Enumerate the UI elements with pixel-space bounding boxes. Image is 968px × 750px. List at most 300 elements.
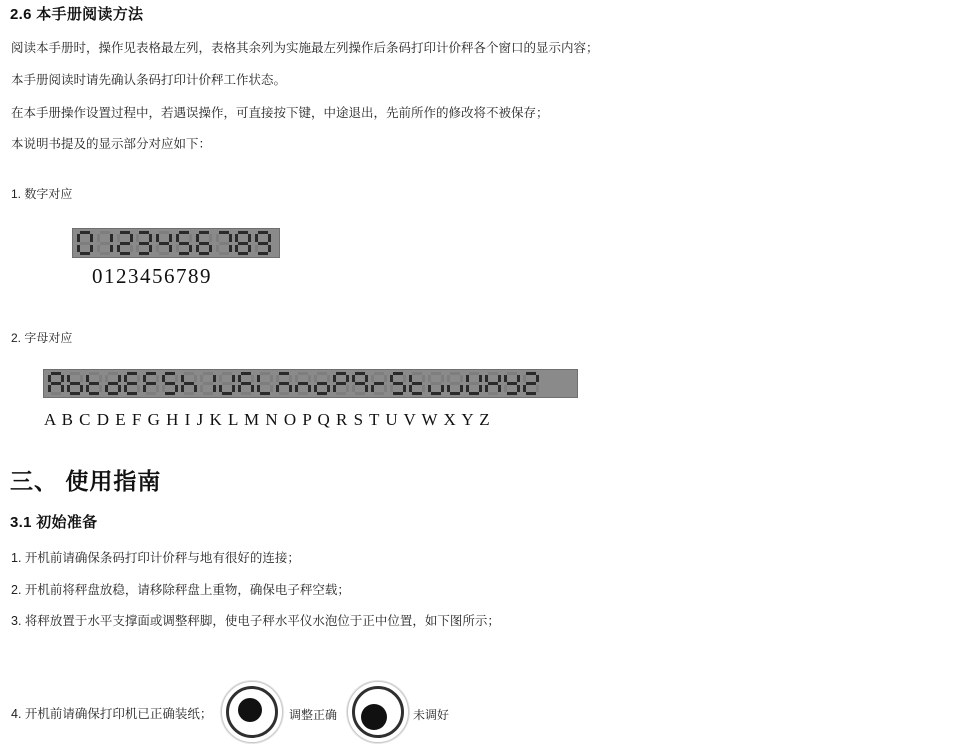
lcd-segment-g [507, 382, 517, 385]
lcd-segment-d [374, 392, 384, 395]
lcd-segment-a [179, 231, 189, 234]
lcd-segment-char [219, 372, 235, 395]
paragraph-3: 在本手册操作设置过程中，若遇误操作，可直接按下键，中途退出，先前所作的修改将不被保存； [11, 106, 549, 120]
lcd-segment-d [526, 392, 536, 395]
lcd-segment-char [276, 372, 292, 395]
lcd-segment-e [117, 245, 120, 252]
lcd-segment-g [469, 382, 479, 385]
lcd-segment-d [108, 392, 118, 395]
lcd-segment-g [89, 382, 99, 385]
lcd-segment-c [268, 245, 271, 252]
lcd-segment-char [409, 372, 425, 395]
lcd-segment-f [504, 375, 507, 382]
lcd-segment-a [355, 372, 365, 375]
lcd-segment-char [485, 372, 501, 395]
lcd-segment-char [390, 372, 406, 395]
lcd-segment-c [137, 385, 140, 392]
lcd-segment-c [498, 385, 501, 392]
lcd-segment-b [327, 375, 330, 382]
lcd-segment-e [105, 385, 108, 392]
lcd-segment-b [365, 375, 368, 382]
lcd-segment-char [255, 231, 271, 255]
bubble-level-incorrect [347, 681, 409, 743]
lcd-segment-d [393, 392, 403, 395]
lcd-segment-a [317, 372, 327, 375]
lcd-segment-g [146, 382, 156, 385]
lcd-segment-b [130, 234, 133, 242]
lcd-segment-char [67, 372, 83, 395]
bubble-level-bubble-offcenter [361, 704, 387, 730]
lcd-segment-char [333, 372, 349, 395]
lcd-segment-c [346, 385, 349, 392]
lcd-segment-a [336, 372, 346, 375]
lcd-segment-char [504, 372, 520, 395]
lcd-segment-g [374, 382, 384, 385]
lcd-segment-f [162, 375, 165, 382]
lcd-segment-d [70, 392, 80, 395]
lcd-segment-d [51, 392, 61, 395]
lcd-segment-d [238, 252, 248, 255]
lcd-segment-a [279, 372, 289, 375]
lcd-segment-a [165, 372, 175, 375]
lcd-segment-d [469, 392, 479, 395]
lcd-segment-g [159, 242, 169, 245]
lcd-segment-c [61, 385, 64, 392]
lcd-segment-char [523, 372, 539, 395]
lcd-segment-e [238, 385, 241, 392]
lcd-segment-g [219, 242, 229, 245]
lcd-segment-f [219, 375, 222, 382]
lcd-segment-f [48, 375, 51, 382]
lcd-segment-b [498, 375, 501, 382]
lcd-segment-c [308, 385, 311, 392]
lcd-segment-b [90, 234, 93, 242]
lcd-segment-c [403, 385, 406, 392]
step-4: 4. 开机前请确保打印机已正确装纸； [11, 707, 213, 721]
lcd-segment-char [200, 372, 216, 395]
lcd-segment-d [89, 392, 99, 395]
lcd-segment-d [317, 392, 327, 395]
lcd-segment-b [289, 375, 292, 382]
lcd-segment-a [469, 372, 479, 375]
lcd-segment-b [189, 234, 192, 242]
lcd-segment-e [504, 385, 507, 392]
lcd-segment-a [184, 372, 194, 375]
lcd-segment-b [536, 375, 539, 382]
lcd-segment-g [412, 382, 422, 385]
lcd-segment-a [393, 372, 403, 375]
paragraph-1: 阅读本手册时，操作见表格最左列，表格其余列为实施最左列操作后条码打印计价秤各个窗口的显示内容； [11, 41, 599, 55]
lcd-segment-f [238, 375, 241, 382]
lcd-segment-b [110, 234, 113, 242]
lcd-segment-f [77, 234, 80, 242]
lcd-segment-char [352, 372, 368, 395]
bubble-level-incorrect-label: 未调好 [413, 708, 450, 722]
letters-item-label: 2. 字母对应 [11, 331, 73, 345]
lcd-segment-c [229, 245, 232, 252]
lcd-segment-g [199, 242, 209, 245]
lcd-segment-f [196, 234, 199, 242]
paragraph-2: 本手册阅读时请先确认条码打印计价秤工作状态。 [11, 73, 287, 87]
lcd-segment-e [235, 245, 238, 252]
lcd-segment-f [276, 375, 279, 382]
digits-serif-row: 0123456789 [92, 264, 212, 288]
lcd-segment-char [97, 231, 113, 255]
lcd-segment-char [428, 372, 444, 395]
lcd-segment-c [99, 385, 102, 392]
lcd-segment-c [149, 245, 152, 252]
lcd-segment-c [441, 385, 444, 392]
lcd-segment-g [258, 242, 268, 245]
lcd-segment-d [488, 392, 498, 395]
bubble-level-correct-label: 调整正确 [289, 708, 338, 722]
lcd-segment-d [203, 392, 213, 395]
lcd-segment-b [251, 375, 254, 382]
lcd-segment-a [70, 372, 80, 375]
lcd-segment-d [80, 252, 90, 255]
lcd-segment-a [241, 372, 251, 375]
lcd-segment-f [371, 375, 374, 382]
lcd-segment-g [127, 382, 137, 385]
lcd-segment-c [118, 385, 121, 392]
lcd-segment-d [159, 252, 169, 255]
lcd-segment-char [447, 372, 463, 395]
lcd-segment-e [200, 385, 203, 392]
lcd-segment-char [371, 372, 387, 395]
lcd-segment-c [270, 385, 273, 392]
lcd-segment-c [460, 385, 463, 392]
lcd-segment-d [450, 392, 460, 395]
lcd-segment-char [216, 231, 232, 255]
lcd-segment-a [238, 231, 248, 234]
lcd-segment-d [222, 392, 232, 395]
lcd-segment-d [507, 392, 517, 395]
lcd-segment-a [431, 372, 441, 375]
lcd-segment-f [466, 375, 469, 382]
lcd-segment-c [169, 245, 172, 252]
lcd-segment-e [86, 385, 89, 392]
lcd-segment-d [199, 252, 209, 255]
lcd-letters-display [43, 369, 578, 398]
lcd-segment-c [479, 385, 482, 392]
lcd-segment-b [248, 234, 251, 242]
lcd-segment-a [203, 372, 213, 375]
lcd-segment-b [99, 375, 102, 382]
lcd-segment-char [124, 372, 140, 395]
lcd-segment-c [248, 245, 251, 252]
lcd-segment-a [146, 372, 156, 375]
lcd-segment-a [108, 372, 118, 375]
lcd-segment-b [232, 375, 235, 382]
lcd-segment-d [139, 252, 149, 255]
lcd-segment-c [189, 245, 192, 252]
lcd-digits-display [72, 228, 280, 258]
lcd-segment-d [146, 392, 156, 395]
lcd-segment-a [374, 372, 384, 375]
lcd-segment-char [143, 372, 159, 395]
lcd-segment-f [181, 375, 184, 382]
lcd-segment-b [194, 375, 197, 382]
lcd-segment-b [209, 234, 212, 242]
lcd-segment-b [229, 234, 232, 242]
lcd-segment-c [251, 385, 254, 392]
lcd-segment-f [216, 234, 219, 242]
lcd-segment-char [257, 372, 273, 395]
step-1: 1. 开机前请确保条码打印计价秤与地有很好的连接； [11, 551, 300, 565]
lcd-segment-d [179, 252, 189, 255]
lcd-segment-c [130, 245, 133, 252]
lcd-segment-g [488, 382, 498, 385]
lcd-segment-a [412, 372, 422, 375]
lcd-segment-char [314, 372, 330, 395]
lcd-segment-e [67, 385, 70, 392]
lcd-segment-a [450, 372, 460, 375]
lcd-segment-e [314, 385, 317, 392]
lcd-segment-f [409, 375, 412, 382]
lcd-segment-char [117, 231, 133, 255]
lcd-segment-e [295, 385, 298, 392]
lcd-segment-g [526, 382, 536, 385]
lcd-segment-b [156, 375, 159, 382]
lcd-segment-d [412, 392, 422, 395]
lcd-segment-f [136, 234, 139, 242]
lcd-segment-c [365, 385, 368, 392]
lcd-segment-a [526, 372, 536, 375]
lcd-segment-f [447, 375, 450, 382]
lcd-segment-c [80, 385, 83, 392]
letters-serif-row: A B C D E F G H I J K L M N O P Q R S T U V W X Y Z [44, 410, 491, 429]
lcd-segment-e [77, 245, 80, 252]
lcd-segment-b [268, 234, 271, 242]
lcd-segment-f [523, 375, 526, 382]
lcd-segment-g [355, 382, 365, 385]
lcd-segment-d [120, 252, 130, 255]
lcd-segment-g [238, 242, 248, 245]
lcd-segment-e [255, 245, 258, 252]
lcd-segment-b [270, 375, 273, 382]
lcd-segment-c [384, 385, 387, 392]
lcd-segment-b [175, 375, 178, 382]
lcd-segment-g [298, 382, 308, 385]
lcd-segment-e [428, 385, 431, 392]
lcd-segment-g [450, 382, 460, 385]
lcd-segment-f [255, 234, 258, 242]
lcd-segment-a [507, 372, 517, 375]
lcd-segment-char [156, 231, 172, 255]
lcd-segment-a [100, 231, 110, 234]
section-heading-3-1: 3.1 初始准备 [10, 514, 98, 531]
lcd-segment-d [219, 252, 229, 255]
lcd-segment-f [352, 375, 355, 382]
section-heading-2-6: 2.6 本手册阅读方法 [10, 6, 144, 23]
lcd-segment-d [355, 392, 365, 395]
lcd-segment-char [466, 372, 482, 395]
lcd-segment-c [289, 385, 292, 392]
lcd-segment-f [143, 375, 146, 382]
paragraph-4: 本说明书提及的显示部分对应如下： [11, 137, 212, 151]
lcd-segment-b [169, 234, 172, 242]
lcd-segment-d [279, 392, 289, 395]
lcd-segment-a [120, 231, 130, 234]
lcd-segment-d [260, 392, 270, 395]
lcd-segment-e [485, 385, 488, 392]
step-3: 3. 将秤放置于水平支撑面或调整秤脚，使电子秤水平仪水泡位于正中位置，如下图所示； [11, 614, 500, 628]
lcd-segment-b [80, 375, 83, 382]
lcd-segment-b [346, 375, 349, 382]
lcd-segment-char [196, 231, 212, 255]
lcd-segment-f [124, 375, 127, 382]
lcd-segment-e [181, 385, 184, 392]
lcd-segment-a [89, 372, 99, 375]
lcd-segment-e [156, 245, 159, 252]
lcd-segment-f [295, 375, 298, 382]
lcd-segment-e [447, 385, 450, 392]
lcd-segment-e [276, 385, 279, 392]
lcd-segment-c [232, 385, 235, 392]
lcd-segment-d [241, 392, 251, 395]
lcd-segment-d [298, 392, 308, 395]
bubble-level-correct [221, 681, 283, 743]
lcd-segment-d [184, 392, 194, 395]
lcd-segment-e [257, 385, 260, 392]
lcd-segment-f [67, 375, 70, 382]
lcd-segment-char [295, 372, 311, 395]
lcd-segment-f [86, 375, 89, 382]
lcd-segment-f [485, 375, 488, 382]
section-heading-3: 三、 使用指南 [10, 468, 162, 494]
lcd-segment-a [199, 231, 209, 234]
lcd-segment-g [203, 382, 213, 385]
lcd-segment-c [213, 385, 216, 392]
lcd-segment-a [159, 231, 169, 234]
lcd-segment-char [176, 231, 192, 255]
lcd-segment-e [466, 385, 469, 392]
lcd-segment-d [165, 392, 175, 395]
lcd-segment-g [222, 382, 232, 385]
lcd-segment-d [100, 252, 110, 255]
lcd-segment-char [136, 231, 152, 255]
lcd-segment-char [238, 372, 254, 395]
lcd-segment-char [181, 372, 197, 395]
lcd-segment-f [235, 234, 238, 242]
lcd-segment-char [235, 231, 251, 255]
lcd-segment-f [105, 375, 108, 382]
lcd-segment-a [258, 231, 268, 234]
lcd-segment-f [428, 375, 431, 382]
lcd-segment-char [48, 372, 64, 395]
lcd-segment-e [162, 385, 165, 392]
digits-item-label: 1. 数字对应 [11, 187, 73, 201]
lcd-segment-b [118, 375, 121, 382]
lcd-segment-g [393, 382, 403, 385]
lcd-segment-c [90, 245, 93, 252]
lcd-segment-e [143, 385, 146, 392]
lcd-segment-e [219, 385, 222, 392]
lcd-segment-b [308, 375, 311, 382]
lcd-segment-g [120, 242, 130, 245]
lcd-segment-char [86, 372, 102, 395]
step-2: 2. 开机前将秤盘放稳，请移除秤盘上重物，确保电子秤空载； [11, 583, 350, 597]
lcd-segment-a [488, 372, 498, 375]
lcd-segment-c [110, 245, 113, 252]
lcd-segment-char [77, 231, 93, 255]
lcd-segment-d [431, 392, 441, 395]
lcd-segment-c [517, 385, 520, 392]
lcd-segment-a [127, 372, 137, 375]
lcd-segment-g [179, 242, 189, 245]
lcd-segment-c [194, 385, 197, 392]
lcd-segment-b [422, 375, 425, 382]
lcd-segment-e [196, 245, 199, 252]
lcd-segment-f [156, 234, 159, 242]
lcd-segment-g [139, 242, 149, 245]
lcd-segment-d [336, 392, 346, 395]
lcd-segment-b [149, 234, 152, 242]
lcd-segment-g [165, 382, 175, 385]
lcd-segment-e [352, 385, 355, 392]
lcd-segment-e [124, 385, 127, 392]
lcd-segment-g [241, 382, 251, 385]
lcd-segment-f [117, 234, 120, 242]
lcd-segment-g [431, 382, 441, 385]
lcd-segment-g [317, 382, 327, 385]
lcd-segment-b [137, 375, 140, 382]
lcd-segment-c [536, 385, 539, 392]
lcd-segment-e [409, 385, 412, 392]
lcd-segment-a [139, 231, 149, 234]
lcd-segment-e [371, 385, 374, 392]
lcd-segment-f [97, 234, 100, 242]
lcd-segment-a [51, 372, 61, 375]
lcd-segment-g [51, 382, 61, 385]
lcd-segment-f [257, 375, 260, 382]
lcd-segment-g [70, 382, 80, 385]
lcd-segment-g [108, 382, 118, 385]
lcd-segment-e [216, 245, 219, 252]
lcd-segment-b [384, 375, 387, 382]
lcd-segment-c [175, 385, 178, 392]
lcd-segment-e [390, 385, 393, 392]
lcd-segment-d [258, 252, 268, 255]
lcd-segment-g [80, 242, 90, 245]
lcd-segment-a [219, 231, 229, 234]
lcd-segment-f [390, 375, 393, 382]
lcd-segment-b [213, 375, 216, 382]
lcd-segment-b [61, 375, 64, 382]
bubble-level-bubble-centered [238, 698, 262, 722]
lcd-segment-g [184, 382, 194, 385]
lcd-segment-b [441, 375, 444, 382]
lcd-segment-e [97, 245, 100, 252]
lcd-segment-f [314, 375, 317, 382]
lcd-segment-b [460, 375, 463, 382]
lcd-segment-b [479, 375, 482, 382]
lcd-segment-f [333, 375, 336, 382]
lcd-segment-a [80, 231, 90, 234]
lcd-segment-g [260, 382, 270, 385]
lcd-segment-a [298, 372, 308, 375]
lcd-segment-a [260, 372, 270, 375]
lcd-segment-e [333, 385, 336, 392]
lcd-segment-g [100, 242, 110, 245]
lcd-segment-e [136, 245, 139, 252]
lcd-segment-g [336, 382, 346, 385]
lcd-segment-a [222, 372, 232, 375]
lcd-segment-f [176, 234, 179, 242]
lcd-segment-c [156, 385, 159, 392]
lcd-segment-e [48, 385, 51, 392]
lcd-segment-char [105, 372, 121, 395]
